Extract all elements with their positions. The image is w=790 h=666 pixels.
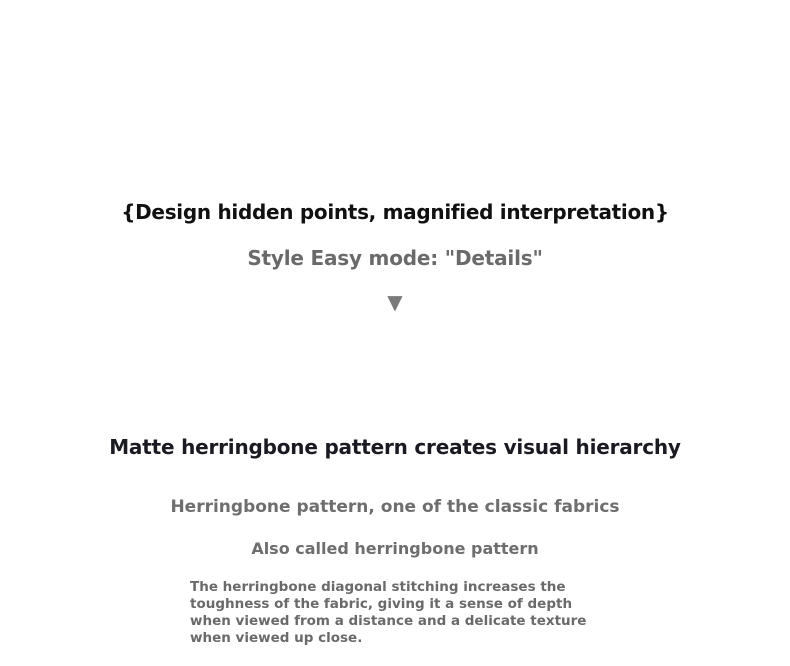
herringbone-alias: Also called herringbone pattern <box>251 539 539 558</box>
arrow-down-icon: ▼ <box>387 290 403 314</box>
herringbone-subtitle: Herringbone pattern, one of the classic fabrics <box>170 497 620 517</box>
style-mode-heading: Style Easy mode: "Details" <box>247 246 543 270</box>
herringbone-title: Matte herringbone pattern creates visual hierarchy <box>109 435 681 459</box>
design-heading: {Design hidden points, magnified interpretation} <box>121 200 669 224</box>
herringbone-description: The herringbone diagonal stitching increases the toughness of the fabric, giving it a sense of depth when viewed from a distance and a delicate texture when viewed up close. <box>190 579 587 646</box>
